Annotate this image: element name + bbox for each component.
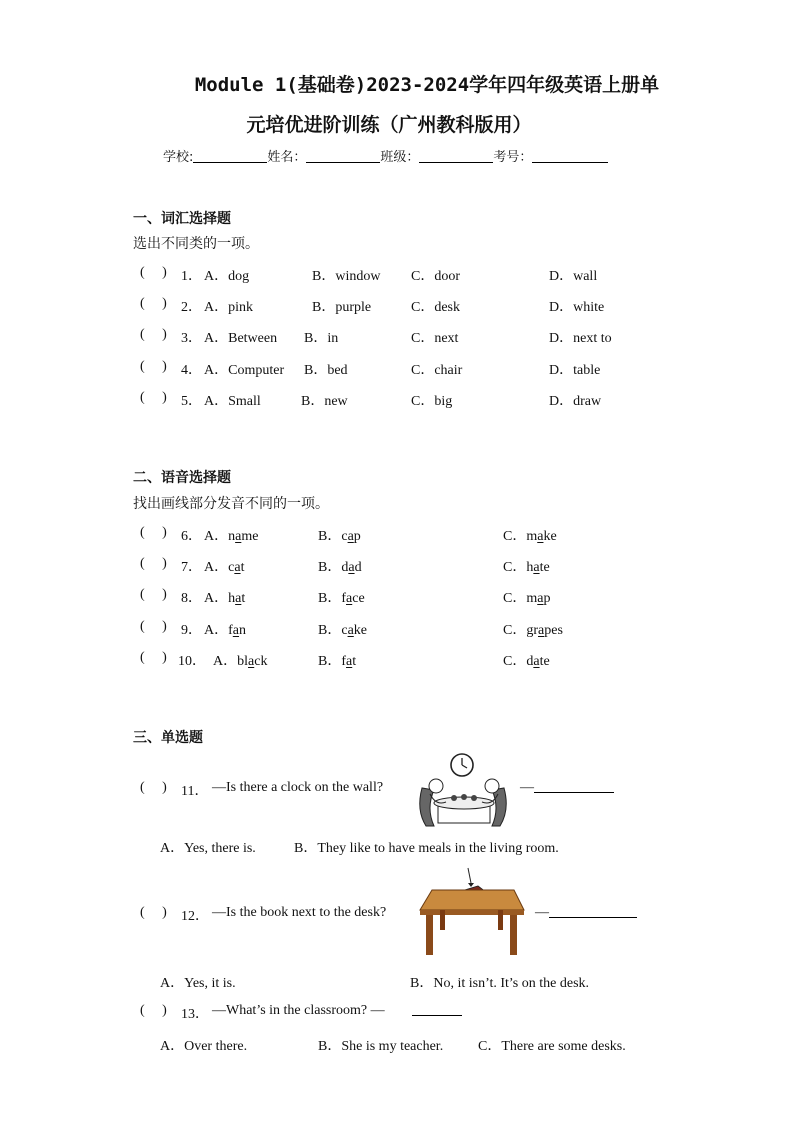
option-b[interactable]: B．They like to have meals in the living room. xyxy=(294,841,559,856)
question-number: 13． xyxy=(181,1007,209,1022)
underlined-letter: a xyxy=(533,654,540,669)
word-suffix: d xyxy=(354,560,362,575)
question-number: 10． xyxy=(178,654,206,669)
option-c[interactable]: C．desk xyxy=(411,300,460,315)
answer-paren[interactable]: ( ) xyxy=(140,327,167,342)
option-letter: A． xyxy=(204,529,229,544)
word-prefix: h xyxy=(228,591,236,606)
question-11 xyxy=(0,780,794,800)
answer-blank[interactable] xyxy=(412,1003,462,1019)
word-prefix: f xyxy=(341,591,347,606)
option-letter: A． xyxy=(204,591,229,606)
word-prefix: f xyxy=(341,654,347,669)
option-a[interactable] xyxy=(204,556,244,576)
question-4 xyxy=(0,359,794,379)
answer-paren[interactable]: ( ) xyxy=(140,905,167,920)
exam-no-label: 考号： xyxy=(493,150,533,165)
option-letter: A． xyxy=(204,623,229,638)
word-suffix: me xyxy=(241,529,259,544)
question-number: 12． xyxy=(181,909,209,924)
option-letter: B． xyxy=(318,623,342,638)
question-7 xyxy=(0,556,794,576)
question-stem: —What’s in the classroom? — xyxy=(212,1003,385,1018)
word-suffix: te xyxy=(539,654,550,669)
underlined-letter: a xyxy=(347,529,354,544)
option-letter: C． xyxy=(503,591,527,606)
option-letter: B． xyxy=(318,591,342,606)
option-c[interactable]: C．big xyxy=(411,394,453,409)
question-3 xyxy=(0,327,794,347)
question-number: 5． xyxy=(181,394,202,409)
word-suffix: t xyxy=(240,560,245,575)
option-a[interactable] xyxy=(213,650,267,670)
question-number: 2． xyxy=(181,300,202,315)
question-9 xyxy=(0,619,794,639)
underlined-letter: a xyxy=(538,623,545,638)
question-13-options xyxy=(0,1035,794,1055)
option-letter: B． xyxy=(318,560,342,575)
question-1 xyxy=(0,265,794,285)
question-12 xyxy=(0,905,794,925)
answer-paren[interactable]: ( ) xyxy=(140,619,167,634)
option-letter: A． xyxy=(204,560,229,575)
option-c[interactable]: C．chair xyxy=(411,363,463,378)
option-b[interactable] xyxy=(318,587,365,607)
word-suffix: p xyxy=(543,591,551,606)
option-b[interactable]: B．She is my teacher. xyxy=(318,1039,444,1054)
underlined-letter: a xyxy=(348,560,355,575)
option-a[interactable]: A．Computer xyxy=(204,363,285,378)
option-b[interactable] xyxy=(318,556,362,576)
section1-instruction: 选出不同类的一项。 xyxy=(133,236,259,252)
dash: — xyxy=(520,780,534,795)
option-b[interactable] xyxy=(318,525,361,545)
option-a[interactable]: A．Yes, it is. xyxy=(160,976,236,991)
option-a[interactable]: A．Over there. xyxy=(160,1039,248,1054)
question-number: 8． xyxy=(181,591,202,606)
option-b[interactable] xyxy=(318,619,367,639)
underlined-letter: a xyxy=(346,591,353,606)
underlined-letter: a xyxy=(232,623,240,638)
option-d[interactable]: D．table xyxy=(549,363,601,378)
question-6 xyxy=(0,525,794,545)
underlined-letter: a xyxy=(234,560,241,575)
name-label: 姓名： xyxy=(267,150,307,165)
option-c[interactable]: C．next xyxy=(411,331,459,346)
option-b[interactable]: B．in xyxy=(304,331,339,346)
option-d[interactable]: D．wall xyxy=(549,269,598,284)
underlined-letter: a xyxy=(346,654,353,669)
question-number: 6． xyxy=(181,529,202,544)
option-a[interactable] xyxy=(204,619,246,639)
word-prefix: m xyxy=(526,591,538,606)
section2-heading: 二、语音选择题 xyxy=(133,470,231,486)
class-label: 班级： xyxy=(380,150,420,165)
question-12-options xyxy=(0,972,794,992)
word-suffix: t xyxy=(352,654,357,669)
option-a[interactable] xyxy=(204,587,245,607)
option-letter: C． xyxy=(503,623,527,638)
underlined-letter: a xyxy=(235,591,242,606)
answer-paren[interactable]: ( ) xyxy=(140,556,167,571)
option-letter: C． xyxy=(503,560,527,575)
question-13 xyxy=(0,1003,794,1023)
option-c[interactable]: C．door xyxy=(411,269,460,284)
answer-blank[interactable] xyxy=(520,780,614,796)
option-b[interactable]: B．bed xyxy=(304,363,348,378)
option-letter: C． xyxy=(503,654,527,669)
underlined-letter: a xyxy=(235,529,242,544)
option-a[interactable]: A．Small xyxy=(204,394,261,409)
question-10 xyxy=(0,650,794,670)
option-letter: A． xyxy=(213,654,238,669)
question-number: 1． xyxy=(181,269,202,284)
option-d[interactable]: D．white xyxy=(549,300,605,315)
option-b[interactable]: B．new xyxy=(301,394,348,409)
student-info-line xyxy=(163,146,608,165)
question-2 xyxy=(0,296,794,316)
underlined-letter: a xyxy=(347,623,354,638)
word-prefix: c xyxy=(228,560,235,575)
underlined-letter: a xyxy=(537,529,544,544)
word-suffix: ke xyxy=(353,623,367,638)
word-prefix: bl xyxy=(237,654,249,669)
dash: — xyxy=(535,905,549,920)
section3-heading: 三、单选题 xyxy=(133,730,203,746)
question-number: 3． xyxy=(181,331,202,346)
option-d[interactable]: D．draw xyxy=(549,394,602,409)
question-stem: —Is there a clock on the wall? xyxy=(212,780,384,795)
option-b[interactable]: B．purple xyxy=(312,300,372,315)
dining-clock-illustration xyxy=(412,748,514,828)
question-8 xyxy=(0,587,794,607)
answer-paren[interactable]: ( ) xyxy=(140,1003,167,1018)
answer-paren[interactable]: ( ) xyxy=(140,587,167,602)
question-number: 11． xyxy=(181,784,209,799)
word-prefix: d xyxy=(526,654,534,669)
option-b[interactable] xyxy=(318,650,356,670)
question-stem: —Is the book next to the desk? xyxy=(212,905,387,920)
option-c[interactable]: C．There are some desks. xyxy=(478,1039,626,1054)
option-c[interactable] xyxy=(503,587,550,607)
word-prefix: h xyxy=(526,560,534,575)
answer-paren[interactable]: ( ) xyxy=(140,780,167,795)
option-b[interactable]: B．window xyxy=(312,269,381,284)
page-title-line1: Module 1(基础卷)2023-2024学年四年级英语上册单 xyxy=(194,74,660,96)
exam-no-blank[interactable] xyxy=(532,150,608,163)
option-b[interactable]: B．No, it isn’t. It’s on the desk. xyxy=(410,976,590,991)
word-prefix: gr xyxy=(526,623,539,638)
answer-paren[interactable]: ( ) xyxy=(140,650,167,665)
option-c[interactable] xyxy=(503,525,557,545)
blank-line xyxy=(412,1003,462,1016)
question-11-options xyxy=(0,837,794,857)
answer-paren[interactable]: ( ) xyxy=(140,359,167,374)
word-prefix: m xyxy=(526,529,538,544)
word-suffix: pes xyxy=(544,623,563,638)
option-a[interactable]: A．dog xyxy=(204,269,250,284)
option-c[interactable] xyxy=(503,650,550,670)
question-number: 9． xyxy=(181,623,202,638)
word-prefix: c xyxy=(341,623,348,638)
name-blank[interactable] xyxy=(306,150,380,163)
word-suffix: t xyxy=(241,591,246,606)
word-suffix: ke xyxy=(543,529,557,544)
answer-blank[interactable] xyxy=(535,905,637,921)
word-suffix: p xyxy=(353,529,361,544)
underlined-letter: a xyxy=(533,560,540,575)
word-prefix: c xyxy=(341,529,348,544)
option-a[interactable] xyxy=(204,525,258,545)
word-prefix: d xyxy=(341,560,349,575)
book-on-table-illustration xyxy=(418,866,526,958)
section1-heading: 一、词汇选择题 xyxy=(133,211,231,227)
section2-instruction: 找出画线部分发音不同的一项。 xyxy=(133,496,329,512)
underlined-letter: a xyxy=(248,654,255,669)
option-c[interactable] xyxy=(503,619,563,639)
answer-paren[interactable]: ( ) xyxy=(140,296,167,311)
option-a[interactable]: A．Between xyxy=(204,331,278,346)
option-letter: C． xyxy=(503,529,527,544)
option-letter: B． xyxy=(318,654,342,669)
option-c[interactable] xyxy=(503,556,550,576)
word-suffix: n xyxy=(239,623,247,638)
answer-paren[interactable]: ( ) xyxy=(140,265,167,280)
page-title-line2: 元培优进阶训练（广州教科版用） xyxy=(246,114,532,136)
answer-paren[interactable]: ( ) xyxy=(140,390,167,405)
blank-line xyxy=(534,780,614,793)
option-a[interactable]: A．Yes, there is. xyxy=(160,841,256,856)
word-suffix: te xyxy=(539,560,550,575)
school-blank[interactable] xyxy=(193,150,267,163)
class-blank[interactable] xyxy=(419,150,493,163)
question-5 xyxy=(0,390,794,410)
question-number: 4． xyxy=(181,363,202,378)
option-letter: B． xyxy=(318,529,342,544)
underlined-letter: a xyxy=(537,591,544,606)
word-suffix: ce xyxy=(352,591,365,606)
answer-paren[interactable]: ( ) xyxy=(140,525,167,540)
word-suffix: ck xyxy=(254,654,268,669)
blank-line xyxy=(549,905,637,918)
question-number: 7． xyxy=(181,560,202,575)
school-label: 学校: xyxy=(163,150,194,165)
option-a[interactable]: A．pink xyxy=(204,300,253,315)
option-d[interactable]: D．next to xyxy=(549,331,612,346)
word-prefix: f xyxy=(228,623,233,638)
word-prefix: n xyxy=(228,529,236,544)
